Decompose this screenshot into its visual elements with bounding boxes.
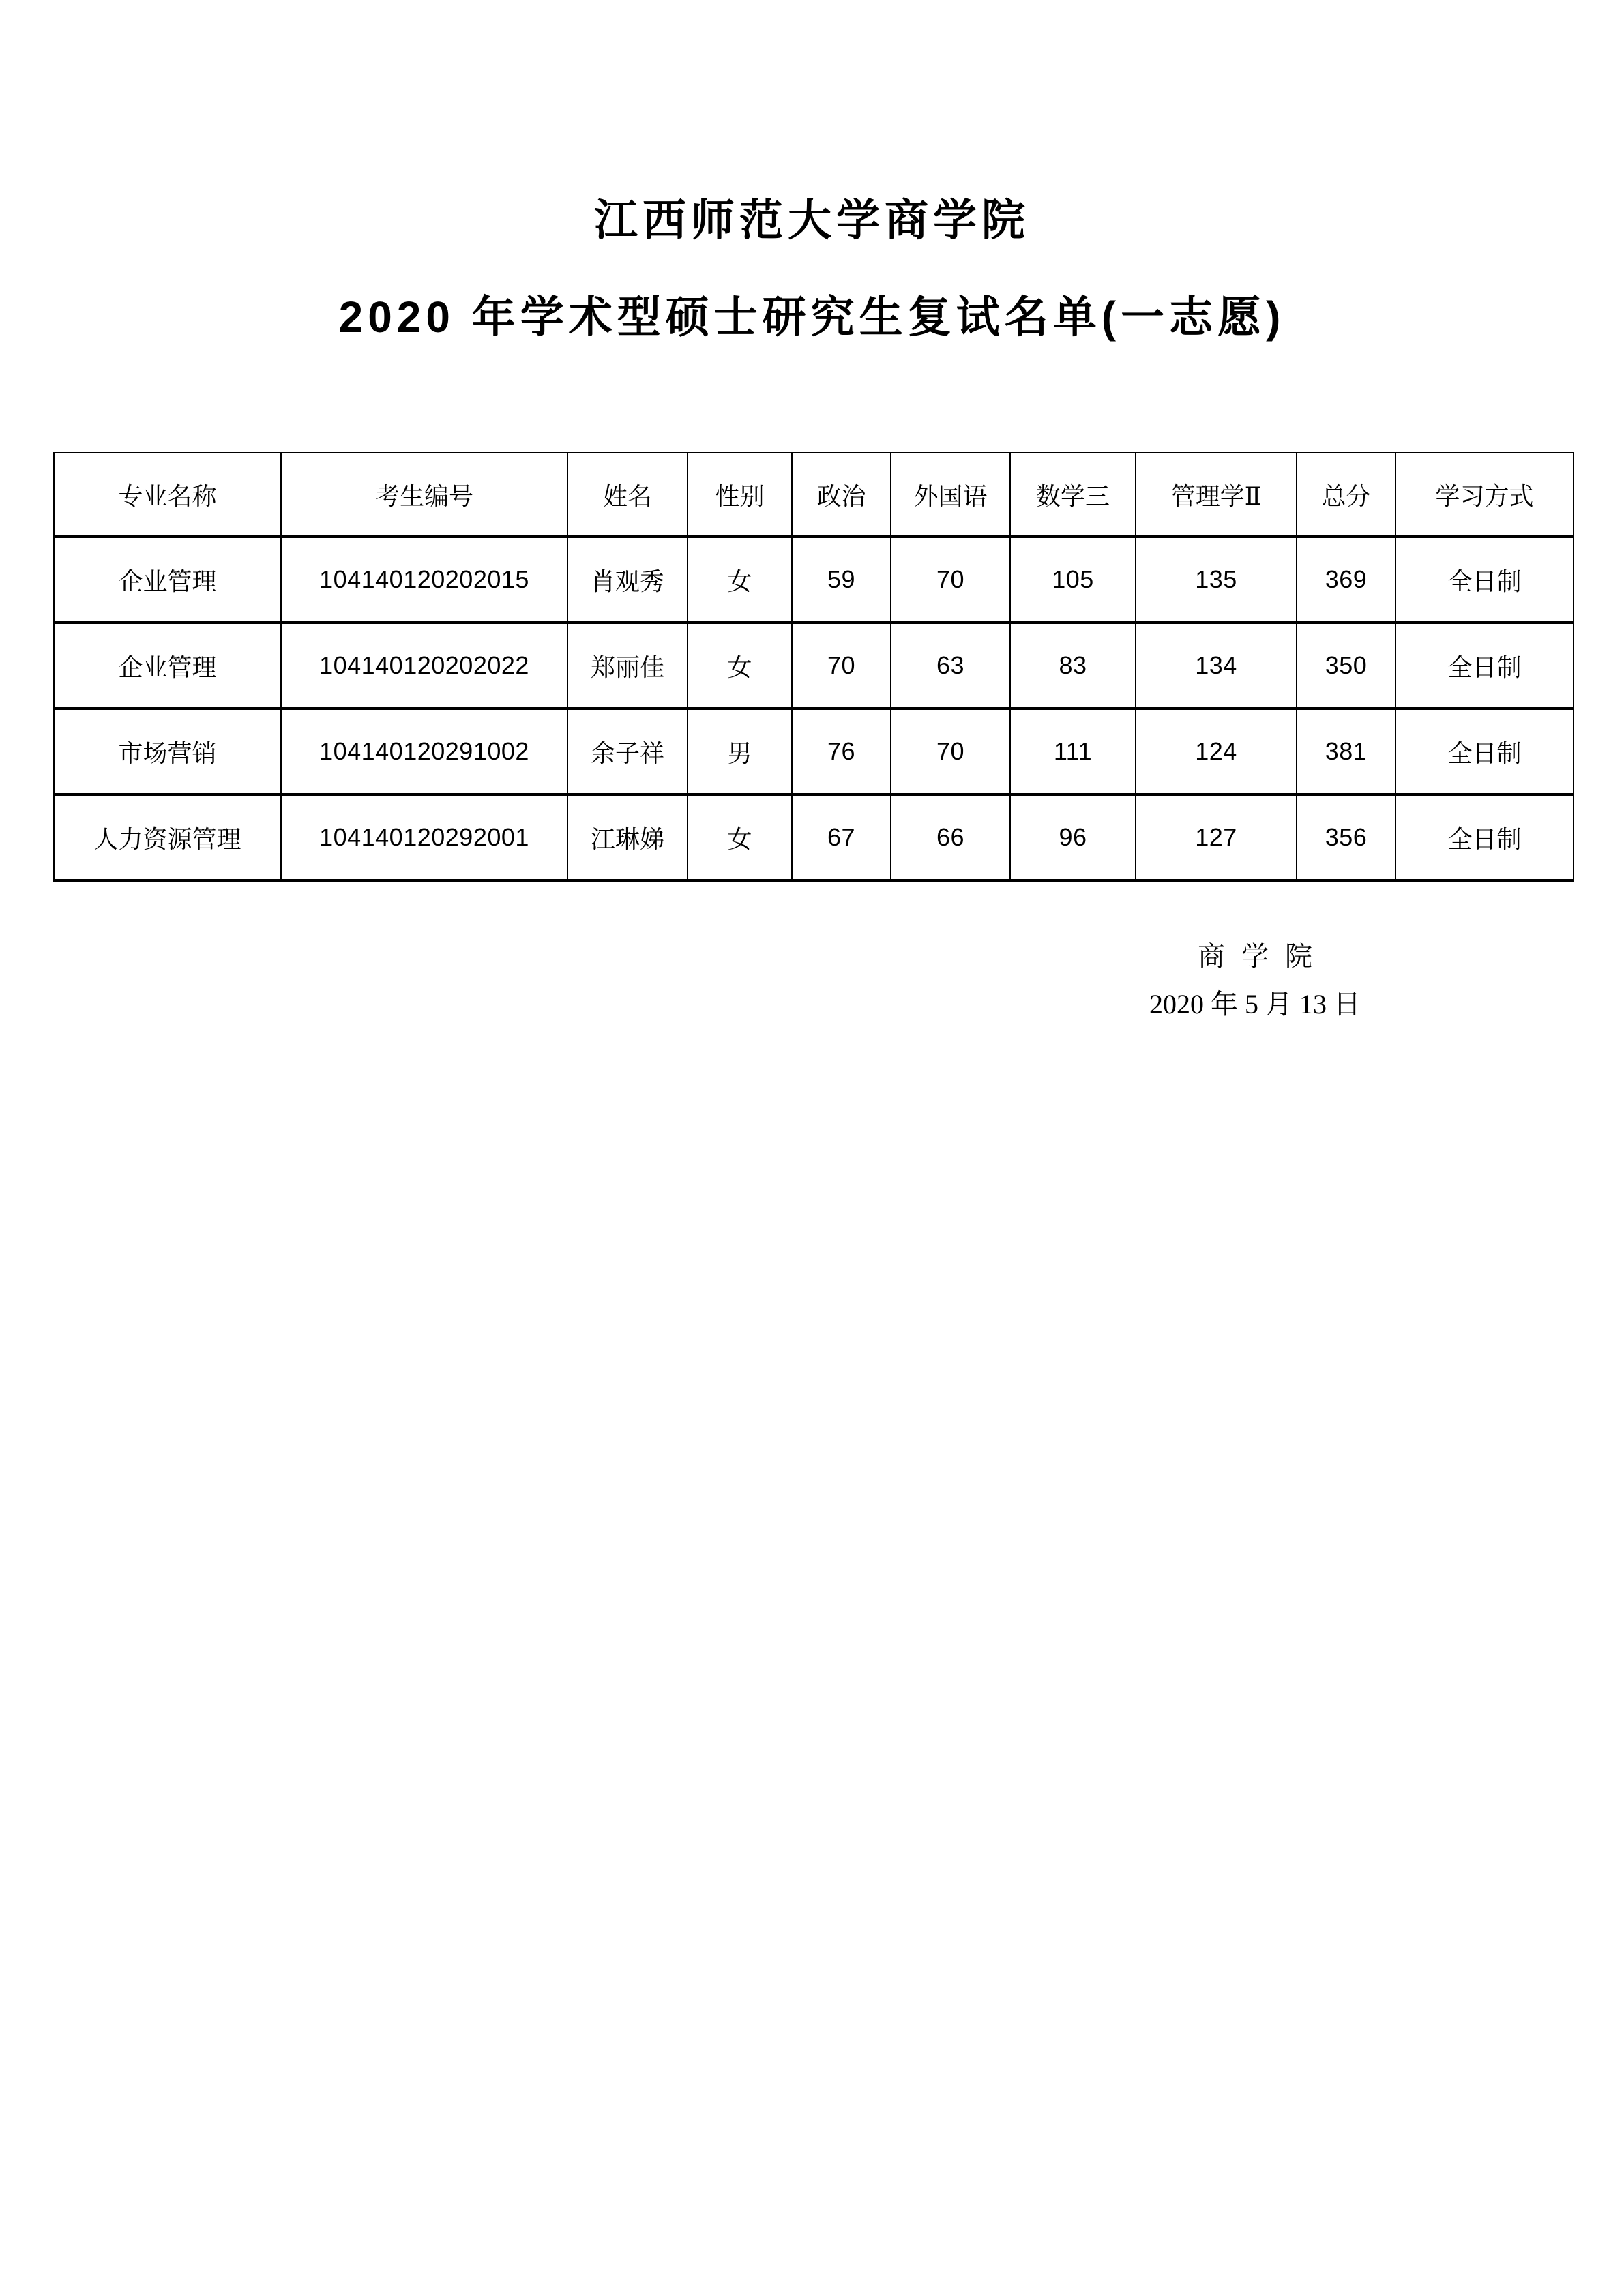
header-name: 姓名 [567,453,688,537]
cell-management2: 124 [1136,709,1297,794]
cell-study-mode: 全日制 [1396,709,1574,794]
cell-name: 郑丽佳 [567,623,688,709]
header-gender: 性别 [688,453,792,537]
cell-management2: 127 [1136,794,1297,880]
cell-major: 市场营销 [54,709,281,794]
cell-gender: 男 [688,709,792,794]
cell-major: 人力资源管理 [54,794,281,880]
cell-name: 肖观秀 [567,537,688,623]
cell-gender: 女 [688,794,792,880]
cell-study-mode: 全日制 [1396,537,1574,623]
cell-politics: 59 [792,537,891,623]
cell-total-score: 356 [1297,794,1396,880]
header-total-score: 总分 [1297,453,1396,537]
header-major: 专业名称 [54,453,281,537]
cell-foreign-language: 70 [891,709,1010,794]
header-math3: 数学三 [1010,453,1136,537]
cell-candidate-id: 104140120292001 [281,794,567,880]
cell-major: 企业管理 [54,537,281,623]
cell-candidate-id: 104140120202015 [281,537,567,623]
cell-study-mode: 全日制 [1396,623,1574,709]
cell-name: 江琳娣 [567,794,688,880]
cell-total-score: 350 [1297,623,1396,709]
table-header-row [54,453,1574,537]
cell-candidate-id: 104140120291002 [281,709,567,794]
cell-foreign-language: 70 [891,537,1010,623]
cell-management2: 134 [1136,623,1297,709]
cell-politics: 76 [792,709,891,794]
signature-text: 商 学 院 [1198,941,1312,972]
cell-politics: 70 [792,623,891,709]
header-study-mode: 学习方式 [1396,453,1574,537]
table-row [54,709,1574,794]
cell-candidate-id: 104140120202022 [281,623,567,709]
cell-gender: 女 [688,623,792,709]
header-management2: 管理学Ⅱ [1136,453,1297,537]
header-candidate-id: 考生编号 [281,453,567,537]
cell-name: 余子祥 [567,709,688,794]
cell-total-score: 369 [1297,537,1396,623]
cell-math3: 105 [1010,537,1136,623]
cell-total-score: 381 [1297,709,1396,794]
signature-date: 2020 年 5 月 13 日 [1149,989,1361,1019]
cell-foreign-language: 63 [891,623,1010,709]
signature-block [1117,933,1393,1028]
page-subtitle: 2020 年学术型硕士研究生复试名单(一志愿) [338,293,1286,342]
cell-gender: 女 [688,537,792,623]
cell-math3: 83 [1010,623,1136,709]
table-row [54,537,1574,623]
cell-study-mode: 全日制 [1396,794,1574,880]
cell-math3: 111 [1010,709,1136,794]
page-title: 江西师范大学商学院 [594,196,1030,245]
cell-major: 企业管理 [54,623,281,709]
header-politics: 政治 [792,453,891,537]
cell-politics: 67 [792,794,891,880]
admissions-table [53,452,1574,882]
cell-math3: 96 [1010,794,1136,880]
table-row [54,623,1574,709]
cell-management2: 135 [1136,537,1297,623]
cell-foreign-language: 66 [891,794,1010,880]
header-foreign-language: 外国语 [891,453,1010,537]
table-row [54,794,1574,880]
